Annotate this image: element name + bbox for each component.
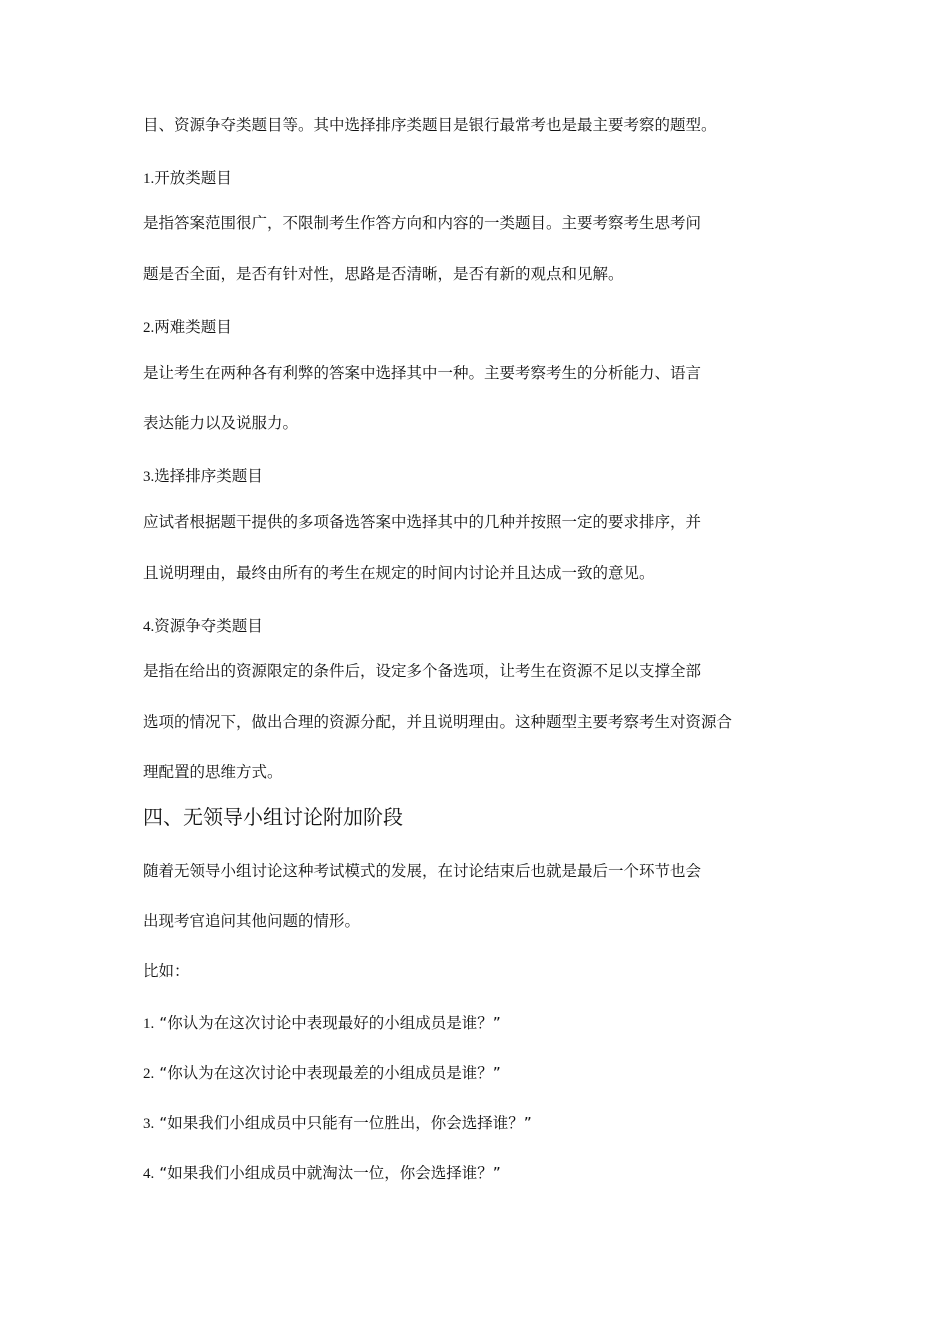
- list-item: [143, 1013, 501, 1034]
- list-item-text: “如果我们小组成员中只能有一位胜出，你会选择谁？”: [159, 1114, 532, 1132]
- item-number: 1.: [143, 171, 155, 187]
- item-number: 3.: [143, 1116, 155, 1132]
- subheading-open-questions: [143, 168, 232, 189]
- paragraph-line: 比如：: [143, 962, 190, 980]
- item-number: 1.: [143, 1016, 155, 1032]
- paragraph-line: 应试者根据题干提供的多项备选答案中选择其中的几种并按照一定的要求排序，并: [143, 513, 702, 531]
- paragraph-line: 随着无领导小组讨论这种考试模式的发展，在讨论结束后也就是最后一个环节也会: [143, 862, 702, 880]
- paragraph-line: 且说明理由，最终由所有的考生在规定的时间内讨论并且达成一致的意见。: [143, 564, 655, 582]
- list-item-text: “你认为在这次讨论中表现最好的小组成员是谁？”: [159, 1014, 501, 1032]
- item-number: 4.: [143, 1166, 155, 1182]
- subheading-ranking-questions: [143, 466, 263, 487]
- item-number: 2.: [143, 1066, 155, 1082]
- paragraph-line: 题是否全面，是否有针对性，思路是否清晰，是否有新的观点和见解。: [143, 265, 624, 283]
- list-item: [143, 1163, 501, 1184]
- paragraph-line: 是指在给出的资源限定的条件后，设定多个备选项，让考生在资源不足以支撑全部: [143, 662, 702, 680]
- subheading-resource-questions: [143, 616, 263, 637]
- paragraph-line: 出现考官追问其他问题的情形。: [143, 912, 361, 930]
- subheading-dilemma-questions: [143, 317, 232, 338]
- list-item-text: “如果我们小组成员中就淘汰一位，你会选择谁？”: [159, 1164, 501, 1182]
- paragraph-line: 选项的情况下，做出合理的资源分配，并且说明理由。这种题型主要考察考生对资源合: [143, 713, 733, 731]
- list-item-text: “你认为在这次讨论中表现最差的小组成员是谁？”: [159, 1064, 501, 1082]
- paragraph-line: 是指答案范围很广，不限制考生作答方向和内容的一类题目。主要考察考生思考问: [143, 214, 702, 232]
- paragraph-line: 理配置的思维方式。: [143, 763, 283, 781]
- subheading-text: 两难类题目: [154, 318, 232, 336]
- subheading-text: 资源争夺类题目: [154, 617, 263, 635]
- subheading-text: 开放类题目: [154, 169, 232, 187]
- item-number: 3.: [143, 469, 155, 485]
- paragraph-line: 目、资源争夺类题目等。其中选择排序类题目是银行最常考也是最主要考察的题型。: [143, 116, 717, 134]
- paragraph-line: 是让考生在两种各有利弊的答案中选择其中一种。主要考察考生的分析能力、语言: [143, 364, 702, 382]
- item-number: 4.: [143, 619, 155, 635]
- subheading-text: 选择排序类题目: [154, 467, 263, 485]
- item-number: 2.: [143, 320, 155, 336]
- paragraph-line: 表达能力以及说服力。: [143, 414, 299, 432]
- list-item: [143, 1063, 501, 1084]
- section-heading: 四、无领导小组讨论附加阶段: [143, 805, 403, 829]
- list-item: [143, 1113, 532, 1134]
